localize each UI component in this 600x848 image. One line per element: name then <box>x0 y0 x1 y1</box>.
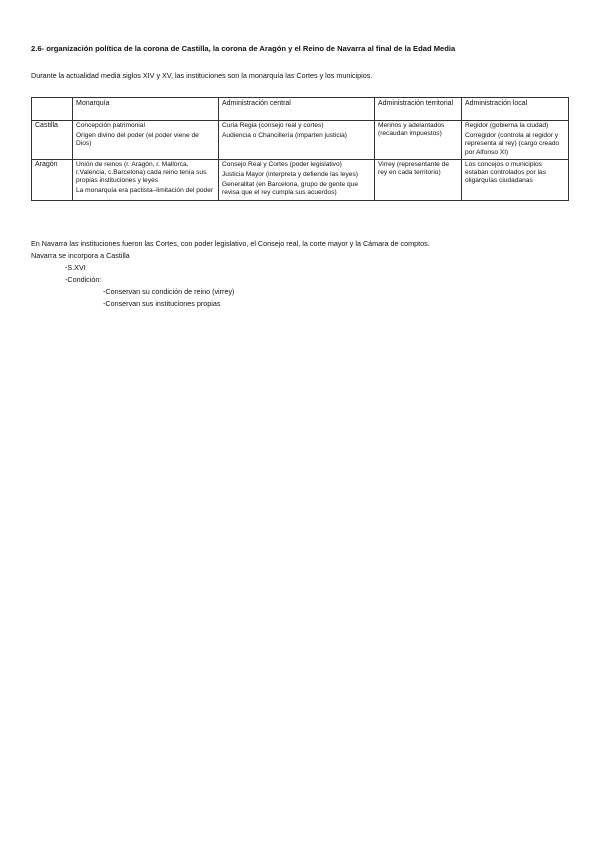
cell-aragon-territorial <box>375 159 462 200</box>
row-name-castilla: Castilla <box>32 121 73 160</box>
institutions-table <box>31 97 569 201</box>
cell-castilla-local <box>462 121 569 160</box>
list-item: -Condición: <box>65 275 102 284</box>
header-central: Administración central <box>219 98 375 121</box>
cell-text: La monarquía era pactista–limitación del poder <box>76 187 214 195</box>
cell-text: Los concejos o municipios estaban controlados por las oligarquías ciudadanas <box>465 160 547 185</box>
header-monarquia: Monarquía <box>73 98 219 121</box>
list-subitem: -Conservan sus instituciones propias <box>103 299 221 308</box>
cell-aragon-local <box>462 159 569 200</box>
row-name-aragon: Aragón <box>32 159 73 200</box>
cell-text: Unión de reinos (r. Aragón, r. Mallorca, r.Valencia, c.Barcelona) cada reino tenía sus propias instituciones y leyes <box>76 160 207 185</box>
cell-aragon-monarquia <box>73 159 219 200</box>
header-empty <box>32 98 73 121</box>
header-territorial: Administración territorial <box>375 98 462 121</box>
navarra-section <box>31 238 576 310</box>
list-subitem: -Conservan su condición de reino (virrey) <box>103 287 235 296</box>
cell-castilla-territorial <box>375 121 462 160</box>
cell-text: Virrey (representante de rey en cada territorio) <box>378 160 449 177</box>
document-title: 2.6- organización política de la corona de Castilla, la corona de Aragón y el Reino de Navarra al final de la Edad Media <box>31 44 456 53</box>
list-item: -S.XVI <box>65 263 86 272</box>
cell-text: Curia Regia (consejo real y cortes) <box>222 122 324 129</box>
intro-paragraph: Durante la actualidad media siglos XIV y XV, las instituciones son la monarquía las Cortes y los municipios. <box>31 71 373 80</box>
header-local: Administración local <box>462 98 569 121</box>
navarra-paragraph: En Navarra las instituciones fueron las Cortes, con poder legislativo, el Consejo real, la corte mayor y la Cámara de comptos. <box>31 239 430 248</box>
table-row <box>32 159 569 200</box>
cell-text: Concepción patrimonial <box>76 122 145 129</box>
cell-text: Generalitat (en Barcelona, grupo de gente que revisa que el rey cumpla sus acuerdos) <box>222 181 358 197</box>
table-header-row <box>32 98 569 121</box>
cell-aragon-central <box>219 159 375 200</box>
cell-text: Origen divino del poder (el poder viene de Dios) <box>76 132 199 148</box>
cell-castilla-monarquia <box>73 121 219 160</box>
cell-text: Consejo Real y Cortes (poder legislativo) <box>222 160 342 168</box>
cell-text: Merinos y adelantados (recaudan impuestos) <box>378 122 445 138</box>
cell-text: Regidor (gobierna la ciudad) <box>465 122 549 129</box>
cell-text: Audiencia o Chancillería (imparten justicia) <box>222 132 347 140</box>
cell-text: Corregidor (controla al regidor y representa al rey) (cargo creado por Alfonso XI) <box>465 132 560 156</box>
table-row <box>32 121 569 160</box>
cell-castilla-central <box>219 121 375 160</box>
navarra-incorporation: Navarra se incorpora a Castilla <box>31 251 130 260</box>
cell-text: Justicia Mayor (interpreta y defiende las leyes) <box>222 171 358 179</box>
